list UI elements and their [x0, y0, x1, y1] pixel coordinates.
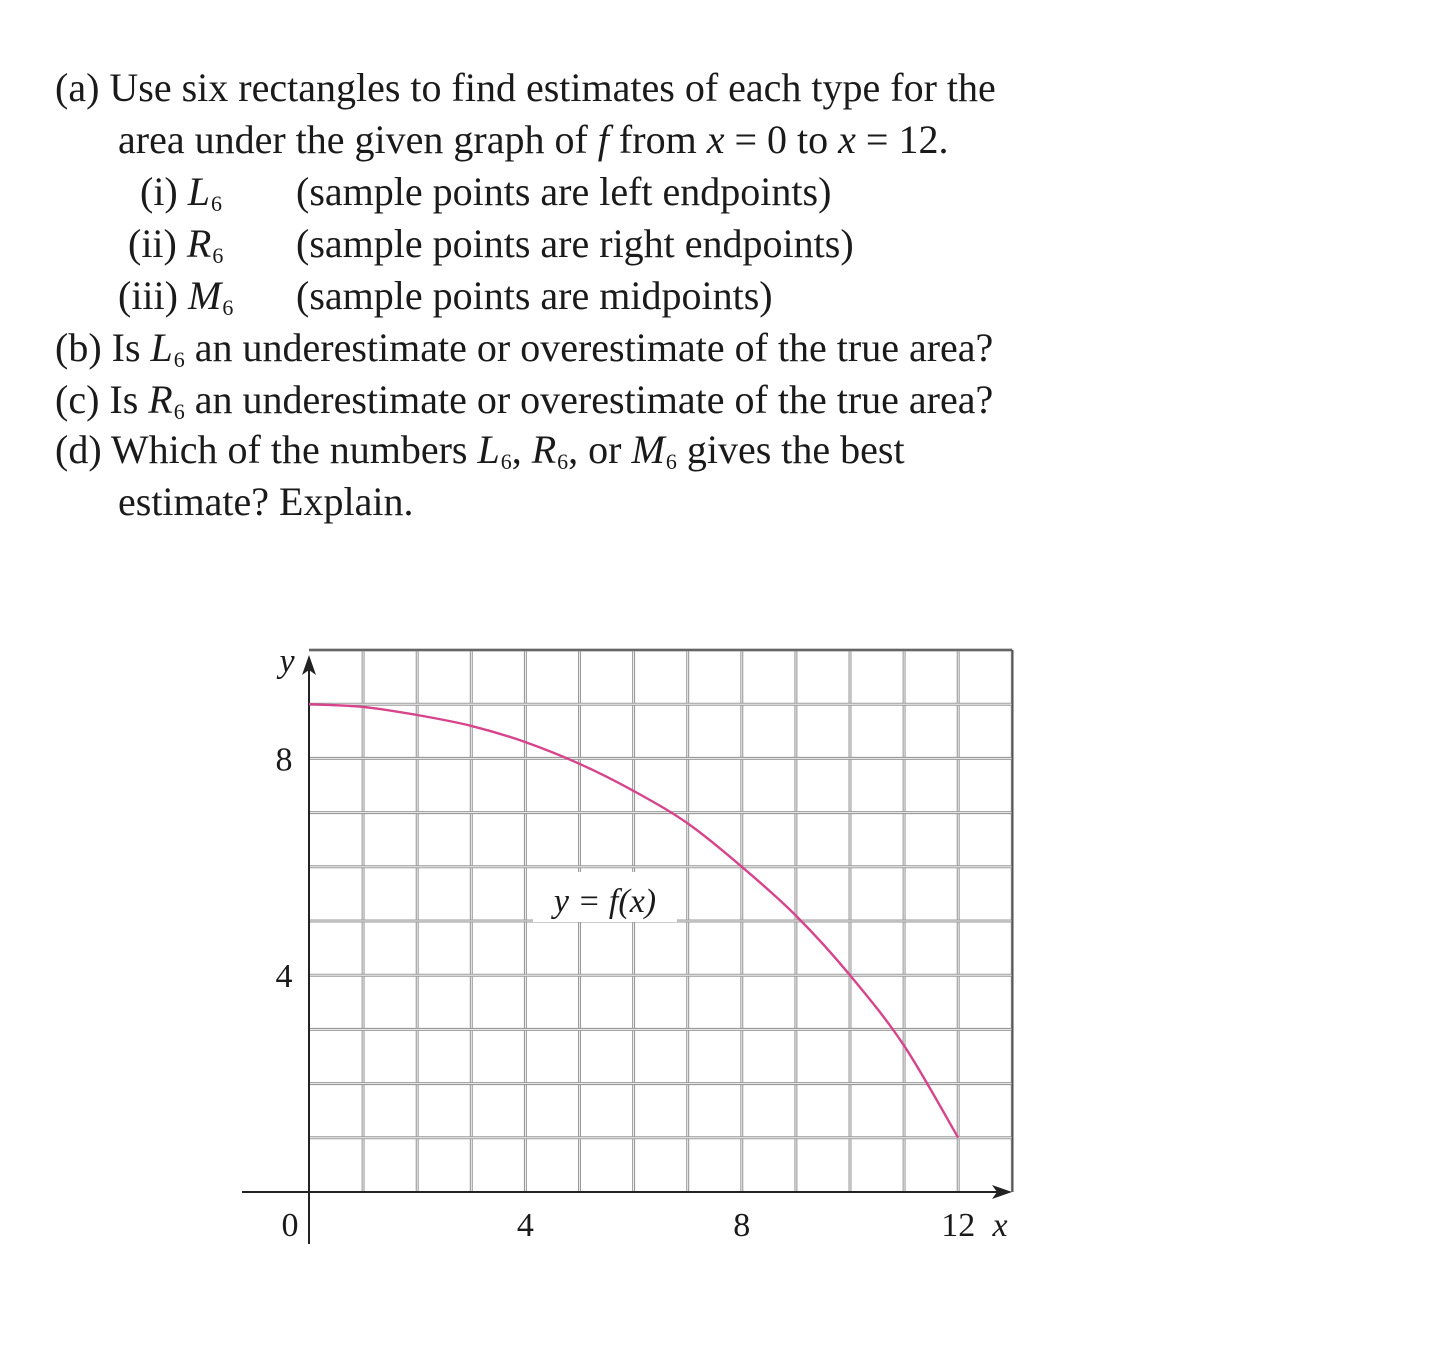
part-d-text: Which of the numbers — [110, 427, 468, 472]
part-c-label: (c) — [55, 377, 100, 422]
curve-label: y = f(x) — [553, 883, 657, 920]
var-R: R — [531, 427, 557, 472]
var-x-1: x — [706, 117, 725, 162]
part-i-label: (i) — [140, 169, 178, 214]
or-word: or — [588, 427, 622, 472]
x-tick-label: 12 — [941, 1207, 976, 1244]
part-ii-label: (ii) — [128, 221, 177, 266]
annotation-layer — [533, 872, 677, 922]
x-tick-label: 4 — [516, 1207, 534, 1244]
var-R: R — [148, 377, 173, 422]
var-L: L — [150, 325, 173, 370]
part-c-text: an underestimate or overestimate of the true area? — [194, 377, 994, 422]
y-tick-label: 8 — [275, 741, 293, 779]
sub-6: 6 — [557, 449, 569, 474]
comma: , — [568, 427, 579, 472]
part-b-label: (b) — [55, 325, 102, 370]
sub-6: 6 — [212, 243, 224, 268]
part-a-text: Use six rectangles to find estimates of each type for the — [109, 65, 996, 110]
var-R: R — [186, 221, 212, 266]
x-axis-label: x — [992, 1207, 1008, 1244]
part-a-label: (a) — [55, 65, 100, 110]
part-ii-text: (sample points are right endpoints) — [296, 221, 854, 266]
var-L: L — [187, 169, 211, 214]
var-M: M — [631, 427, 665, 472]
sub-6: 6 — [665, 449, 677, 474]
part-iii-text: (sample points are midpoints) — [296, 273, 773, 318]
var-L: L — [477, 427, 500, 472]
var-M: M — [187, 273, 222, 318]
tick-labels — [276, 643, 1008, 1244]
x-tick-label: 8 — [733, 1207, 751, 1244]
part-a-text-2: area under the given graph of — [118, 117, 588, 162]
sub-6: 6 — [222, 295, 234, 320]
x-tick-label: 0 — [281, 1207, 299, 1244]
part-i-text: (sample points are left endpoints) — [296, 169, 832, 214]
part-d-line-2: estimate? Explain. — [118, 479, 414, 524]
sub-6: 6 — [500, 449, 512, 474]
sub-6: 6 — [211, 191, 223, 216]
axes — [242, 655, 1012, 1244]
y-tick-label: 4 — [275, 958, 293, 996]
is-word: Is — [111, 325, 141, 370]
y-axis-label: y — [279, 643, 295, 680]
function-f: f — [597, 117, 609, 162]
from-word: from — [618, 117, 697, 162]
var-x-2: x — [838, 117, 856, 162]
eq-twelve: = 12. — [865, 117, 949, 162]
part-iii-label: (iii) — [118, 273, 178, 318]
comma: , — [511, 427, 522, 472]
part-d-text-2: gives the best — [686, 427, 905, 472]
part-b-text: an underestimate or overestimate of the true area? — [194, 325, 994, 370]
part-d-label: (d) — [55, 427, 102, 472]
sub-6: 6 — [173, 347, 185, 372]
sub-6: 6 — [173, 399, 185, 424]
is-word: Is — [109, 377, 139, 422]
eq-zero: = 0 to — [734, 117, 829, 162]
